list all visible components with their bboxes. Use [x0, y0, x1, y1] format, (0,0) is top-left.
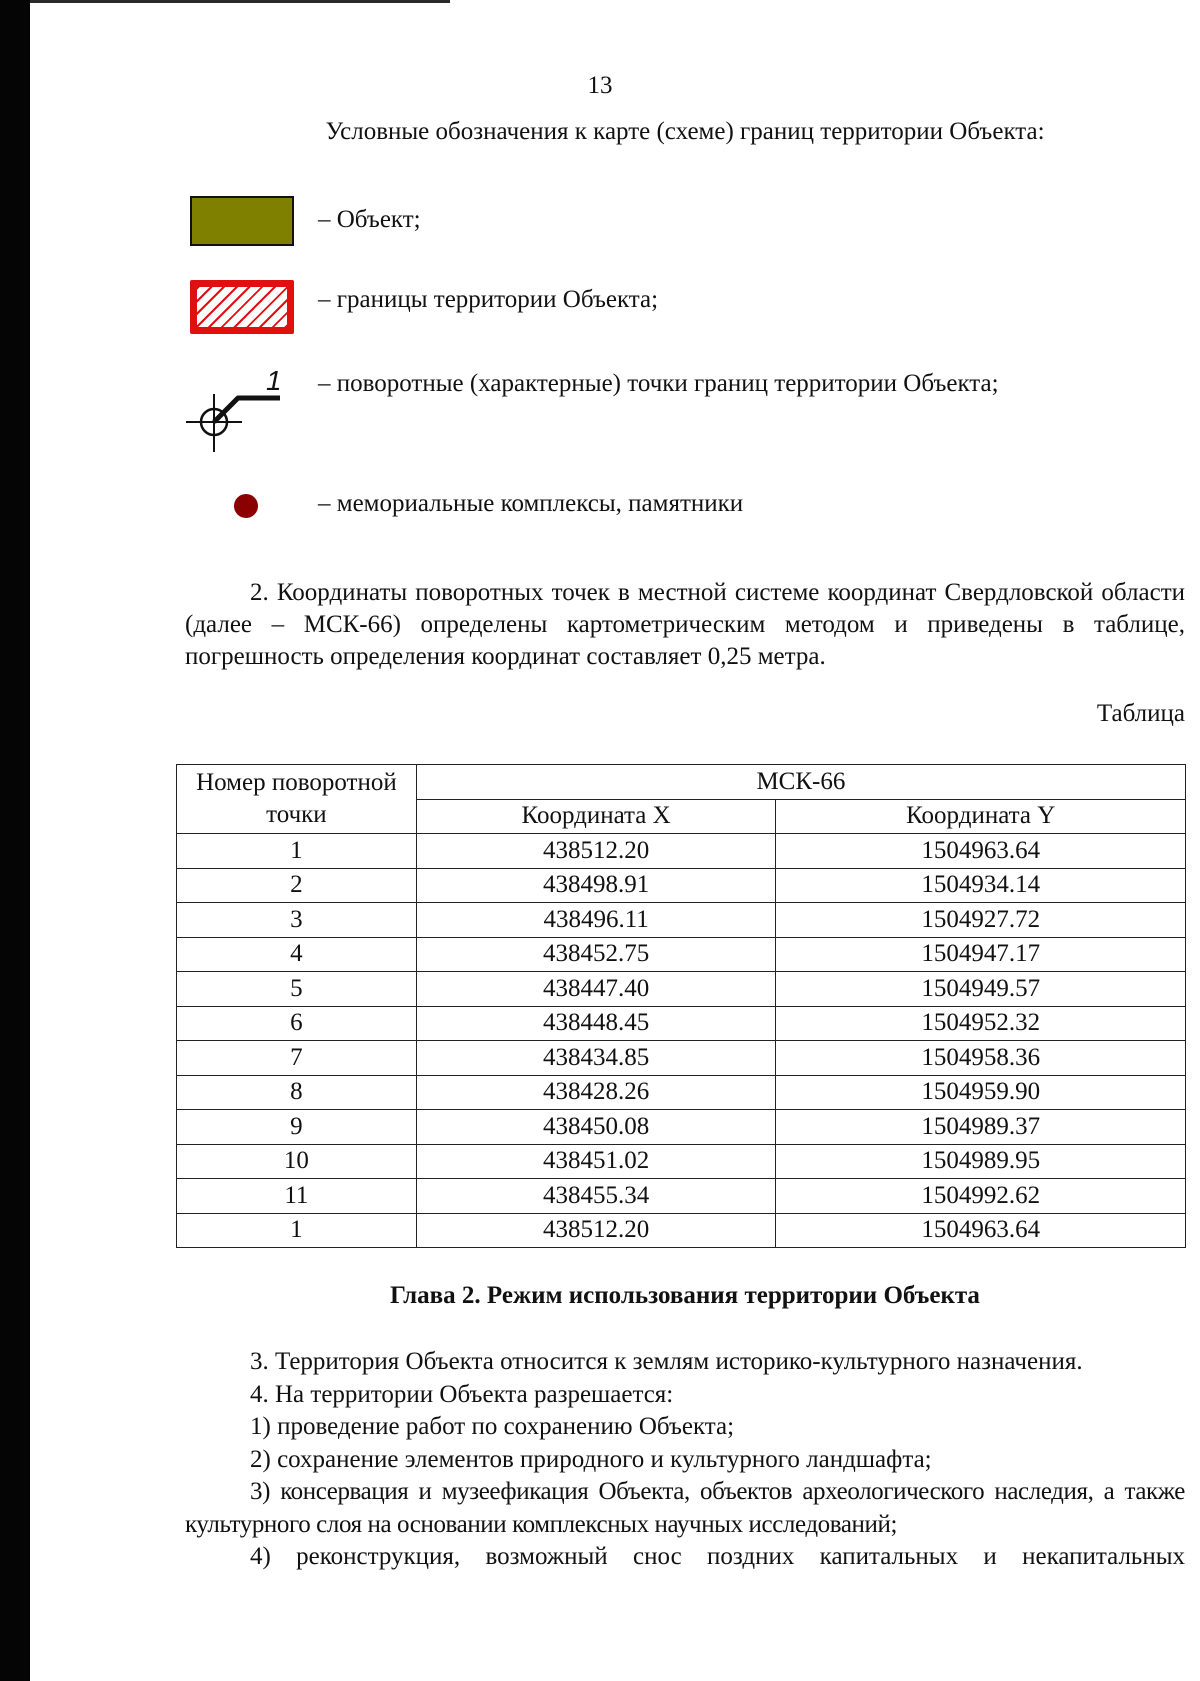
cell-point-number: 9 — [177, 1110, 417, 1145]
chapter-body — [185, 1346, 1185, 1574]
memorial-marker-icon — [234, 494, 258, 518]
cell-coordinate-x: 438512.20 — [416, 834, 776, 869]
cell-point-number: 1 — [177, 1213, 417, 1248]
legend-label-object: – Объект; — [318, 206, 421, 233]
cell-coordinate-y: 1504992.62 — [776, 1179, 1186, 1214]
table-row — [177, 903, 1186, 938]
cell-coordinate-y: 1504952.32 — [776, 1006, 1186, 1041]
cell-coordinate-x: 438447.40 — [416, 972, 776, 1007]
chapter-paragraph: 4) реконструкция, возможный снос поздних капитальных и некапитальных — [250, 1543, 1185, 1570]
object-swatch-icon — [190, 196, 294, 246]
table-row — [177, 1006, 1186, 1041]
legend-item-boundary — [190, 280, 1190, 360]
table-row — [177, 1179, 1186, 1214]
scan-edge-shadow — [0, 0, 30, 1681]
cell-point-number: 11 — [177, 1179, 417, 1214]
table-row — [177, 868, 1186, 903]
legend-item-object — [190, 196, 1190, 276]
cell-point-number: 5 — [177, 972, 417, 1007]
cell-coordinate-y: 1504963.64 — [776, 1213, 1186, 1248]
cell-point-number: 4 — [177, 937, 417, 972]
header-point-number: Номер поворотной точки — [177, 765, 417, 834]
cell-coordinate-y: 1504989.37 — [776, 1110, 1186, 1145]
header-coordinate-y: Координата Y — [776, 799, 1186, 834]
boundary-hatch-icon — [190, 280, 294, 334]
header-coordinate-x: Координата X — [416, 799, 776, 834]
table-row — [177, 1144, 1186, 1179]
table-row — [177, 1213, 1186, 1248]
legend-item-turning-point — [190, 368, 1190, 448]
legend-title: Условные обозначения к карте (схеме) границ территории Объекта: — [325, 118, 1045, 145]
legend-label-memorial: – мемориальные комплексы, памятники — [318, 490, 744, 517]
cell-coordinate-y: 1504963.64 — [776, 834, 1186, 869]
cell-coordinate-y: 1504934.14 — [776, 868, 1186, 903]
table-row — [177, 834, 1186, 869]
cell-coordinate-x: 438452.75 — [416, 937, 776, 972]
paragraph-coordinates: 2. Координаты поворотных точек в местной системе координат Свердловской области (далее – МСК-66) определены картометрическим методом и приведены в таблице, погрешность определения координат составляет 0,25 метра. — [185, 579, 1185, 670]
legend-label-turning-point: – поворотные (характерные) точки границ территории Объекта; — [318, 370, 999, 397]
table-row — [177, 1075, 1186, 1110]
cell-coordinate-x: 438451.02 — [416, 1144, 776, 1179]
cell-point-number: 10 — [177, 1144, 417, 1179]
table-row — [177, 1041, 1186, 1076]
legend-item-memorial — [190, 490, 1190, 570]
turning-point-number: 1 — [266, 368, 282, 396]
chapter-paragraph: 3) консервация и музеефикация Объекта, объектов археологического наследия, а также культурного слоя на основании комплексных научных исследований; — [185, 1478, 1185, 1538]
table-caption: Таблица — [1096, 700, 1185, 727]
cell-point-number: 8 — [177, 1075, 417, 1110]
cell-coordinate-x: 438434.85 — [416, 1041, 776, 1076]
chapter-paragraph: 2) сохранение элементов природного и культурного ландшафта; — [250, 1445, 932, 1473]
cell-coordinate-x: 438428.26 — [416, 1075, 776, 1110]
cell-point-number: 6 — [177, 1006, 417, 1041]
cell-coordinate-y: 1504959.90 — [776, 1075, 1186, 1110]
cell-coordinate-x: 438448.45 — [416, 1006, 776, 1041]
header-system: МСК-66 — [416, 765, 1185, 800]
cell-point-number: 7 — [177, 1041, 417, 1076]
cell-coordinate-x: 438450.08 — [416, 1110, 776, 1145]
cell-coordinate-x: 438455.34 — [416, 1179, 776, 1214]
cell-coordinate-x: 438498.91 — [416, 868, 776, 903]
chapter-paragraph: 4. На территории Объекта разрешается: — [250, 1380, 674, 1408]
table-row — [177, 937, 1186, 972]
cell-coordinate-x: 438496.11 — [416, 903, 776, 938]
coordinates-table — [176, 764, 1186, 1248]
chapter-title: Глава 2. Режим использования территории Объекта — [390, 1282, 980, 1309]
cell-point-number: 2 — [177, 868, 417, 903]
cell-point-number: 1 — [177, 834, 417, 869]
turning-point-icon — [180, 368, 290, 458]
chapter-paragraph: 3. Территория Объекта относится к землям историко-культурного назначения. — [250, 1348, 1083, 1375]
scan-top-line — [30, 0, 450, 3]
cell-coordinate-y: 1504989.95 — [776, 1144, 1186, 1179]
table-row — [177, 1110, 1186, 1145]
cell-point-number: 3 — [177, 903, 417, 938]
page-number: 13 — [587, 72, 613, 99]
cell-coordinate-y: 1504927.72 — [776, 903, 1186, 938]
table-row — [177, 972, 1186, 1007]
cell-coordinate-y: 1504947.17 — [776, 937, 1186, 972]
chapter-paragraph: 1) проведение работ по сохранению Объекта; — [250, 1413, 735, 1440]
coordinates-table-body — [177, 834, 1186, 1248]
cell-coordinate-x: 438512.20 — [416, 1213, 776, 1248]
legend-label-boundary: – границы территории Объекта; — [318, 286, 659, 313]
cell-coordinate-y: 1504949.57 — [776, 972, 1186, 1007]
cell-coordinate-y: 1504958.36 — [776, 1041, 1186, 1076]
